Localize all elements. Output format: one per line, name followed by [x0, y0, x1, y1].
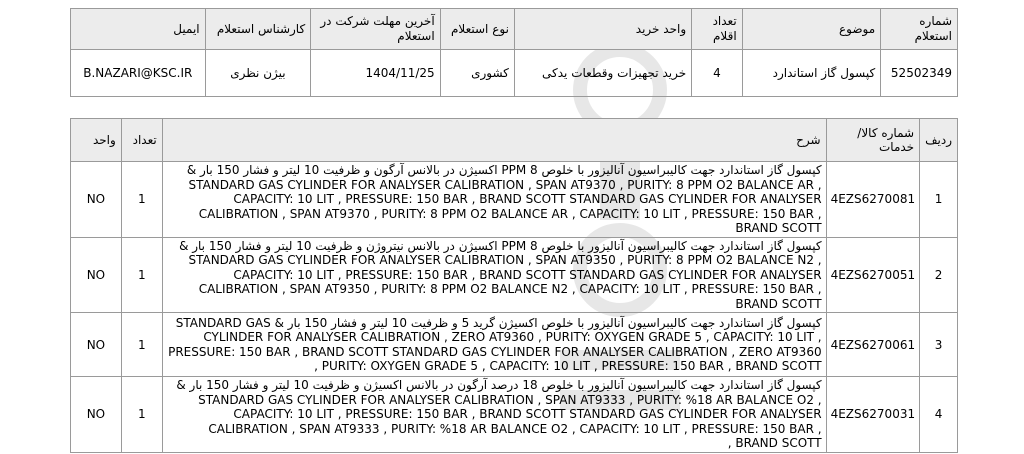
inquiry-item-count: 4: [692, 50, 743, 97]
item-unit: NO: [71, 237, 122, 313]
item-description: کپسول گاز استاندارد جهت کالیبراسیون آنالیزور با خلوص اکسیژن گرید 5 و ظرفیت 10 لیتر و فشار 150 بار & STANDARD GAS CYLINDER FOR ANALYSER CALIBRATION , ZERO AT9360 , PURITY: OXYGEN GRADE 5 , CAPACITY: 10 LIT , PRESSURE: 150 BAR , BRAND SCOTT STANDARD GAS CYLINDER FOR ANALYSER CALIBRATION , ZERO AT9360 , PURITY: OXYGEN GRADE 5 , CAPACITY: 10 LIT , PRESSURE: 150 BAR , BRAND SCOTT: [162, 313, 826, 377]
header-row-number: ردیف: [920, 119, 958, 162]
header-email: ایمیل: [71, 9, 206, 50]
header-inquiry-type: نوع استعلام: [440, 9, 514, 50]
item-description: کپسول گاز استاندارد جهت کالیبراسیون آنالیزور با خلوص PPM 8 اکسیژن در بالانس آرگون و ظرفیت 10 لیتر و فشار 150 بار & STANDARD GAS CYLINDER FOR ANALYSER CALIBRATION , SPAN AT9370 , PURITY: 8 PPM O2 BALANCE AR , CAPACITY: 10 LIT , PRESSURE: 150 BAR , BRAND SCOTT STANDARD GAS CYLINDER FOR ANALYSER CALIBRATION , SPAN AT9370 , PURITY: 8 PPM O2 BALANCE AR , CAPACITY: 10 LIT , PRESSURE: 150 BAR , BRAND SCOTT: [162, 162, 826, 238]
item-count: 1: [121, 377, 162, 453]
header-item-count: تعداد اقلام: [692, 9, 743, 50]
item-count: 1: [121, 162, 162, 238]
row-number: 2: [920, 237, 958, 313]
inquiry-expert: بیژن نظری: [205, 50, 311, 97]
item-count: 1: [121, 237, 162, 313]
header-subject: موضوع: [742, 9, 880, 50]
summary-data-row: [71, 50, 958, 97]
item-code: 4EZS6270051: [826, 237, 920, 313]
table-row: [71, 377, 958, 453]
row-number: 3: [920, 313, 958, 377]
row-number: 4: [920, 377, 958, 453]
inquiry-purchase-unit: خرید تجهیزات وقطعات یدکی: [514, 50, 691, 97]
header-unit: واحد: [71, 119, 122, 162]
table-row: [71, 237, 958, 313]
item-code: 4EZS6270061: [826, 313, 920, 377]
item-code: 4EZS6270031: [826, 377, 920, 453]
item-count: 1: [121, 313, 162, 377]
items-header-row: [71, 119, 958, 162]
row-number: 1: [920, 162, 958, 238]
table-row: [71, 313, 958, 377]
header-count: تعداد: [121, 119, 162, 162]
inquiry-email: B.NAZARI@KSC.IR: [71, 50, 206, 97]
item-code: 4EZS6270081: [826, 162, 920, 238]
inquiry-subject: کپسول گاز استاندارد: [742, 50, 880, 97]
header-expert: کارشناس استعلام: [205, 9, 311, 50]
item-description: کپسول گاز استاندارد جهت کالیبراسیون آنالیزور با خلوص PPM 8 اکسیژن در بالانس نیتروژن و ظرفیت 10 لیتر و فشار 150 بار & STANDARD GAS CYLINDER FOR ANALYSER CALIBRATION , SPAN AT9350 , PURITY: 8 PPM O2 BALANCE N2 , CAPACITY: 10 LIT , PRESSURE: 150 BAR , BRAND SCOTT STANDARD GAS CYLINDER FOR ANALYSER CALIBRATION , SPAN AT9350 , PURITY: 8 PPM O2 BALANCE N2 , CAPACITY: 10 LIT , PRESSURE: 150 BAR , BRAND SCOTT: [162, 237, 826, 313]
table-row: [71, 162, 958, 238]
item-unit: NO: [71, 162, 122, 238]
header-description: شرح: [162, 119, 826, 162]
item-unit: NO: [71, 377, 122, 453]
inquiry-deadline: 1404/11/25: [311, 50, 441, 97]
header-item-code: شماره کالا/خدمات: [826, 119, 920, 162]
header-inquiry-number: شماره استعلام: [881, 9, 958, 50]
item-unit: NO: [71, 313, 122, 377]
header-deadline: آخرین مهلت شرکت در استعلام: [311, 9, 441, 50]
inquiry-type: کشوری: [440, 50, 514, 97]
summary-header-row: [71, 9, 958, 50]
inquiry-items-table: [70, 118, 958, 453]
item-description: کپسول گاز استاندارد جهت کالیبراسیون آنالیزور با خلوص 18 درصد آرگون در بالانس اکسیژن و ظرفیت 10 لیتر و فشار 150 بار & STANDARD GAS CYLINDER FOR ANALYSER CALIBRATION , SPAN AT9333 , PURITY: %18 AR BALANCE O2 , CAPACITY: 10 LIT , PRESSURE: 150 BAR , BRAND SCOTT STANDARD GAS CYLINDER FOR ANALYSER CALIBRATION , SPAN AT9333 , PURITY: %18 AR BALANCE O2 , CAPACITY: 10 LIT , PRESSURE: 150 BAR , BRAND SCOTT ,: [162, 377, 826, 453]
inquiry-number: 52502349: [881, 50, 958, 97]
inquiry-summary-table: [70, 8, 958, 97]
header-purchase-unit: واحد خرید: [514, 9, 691, 50]
